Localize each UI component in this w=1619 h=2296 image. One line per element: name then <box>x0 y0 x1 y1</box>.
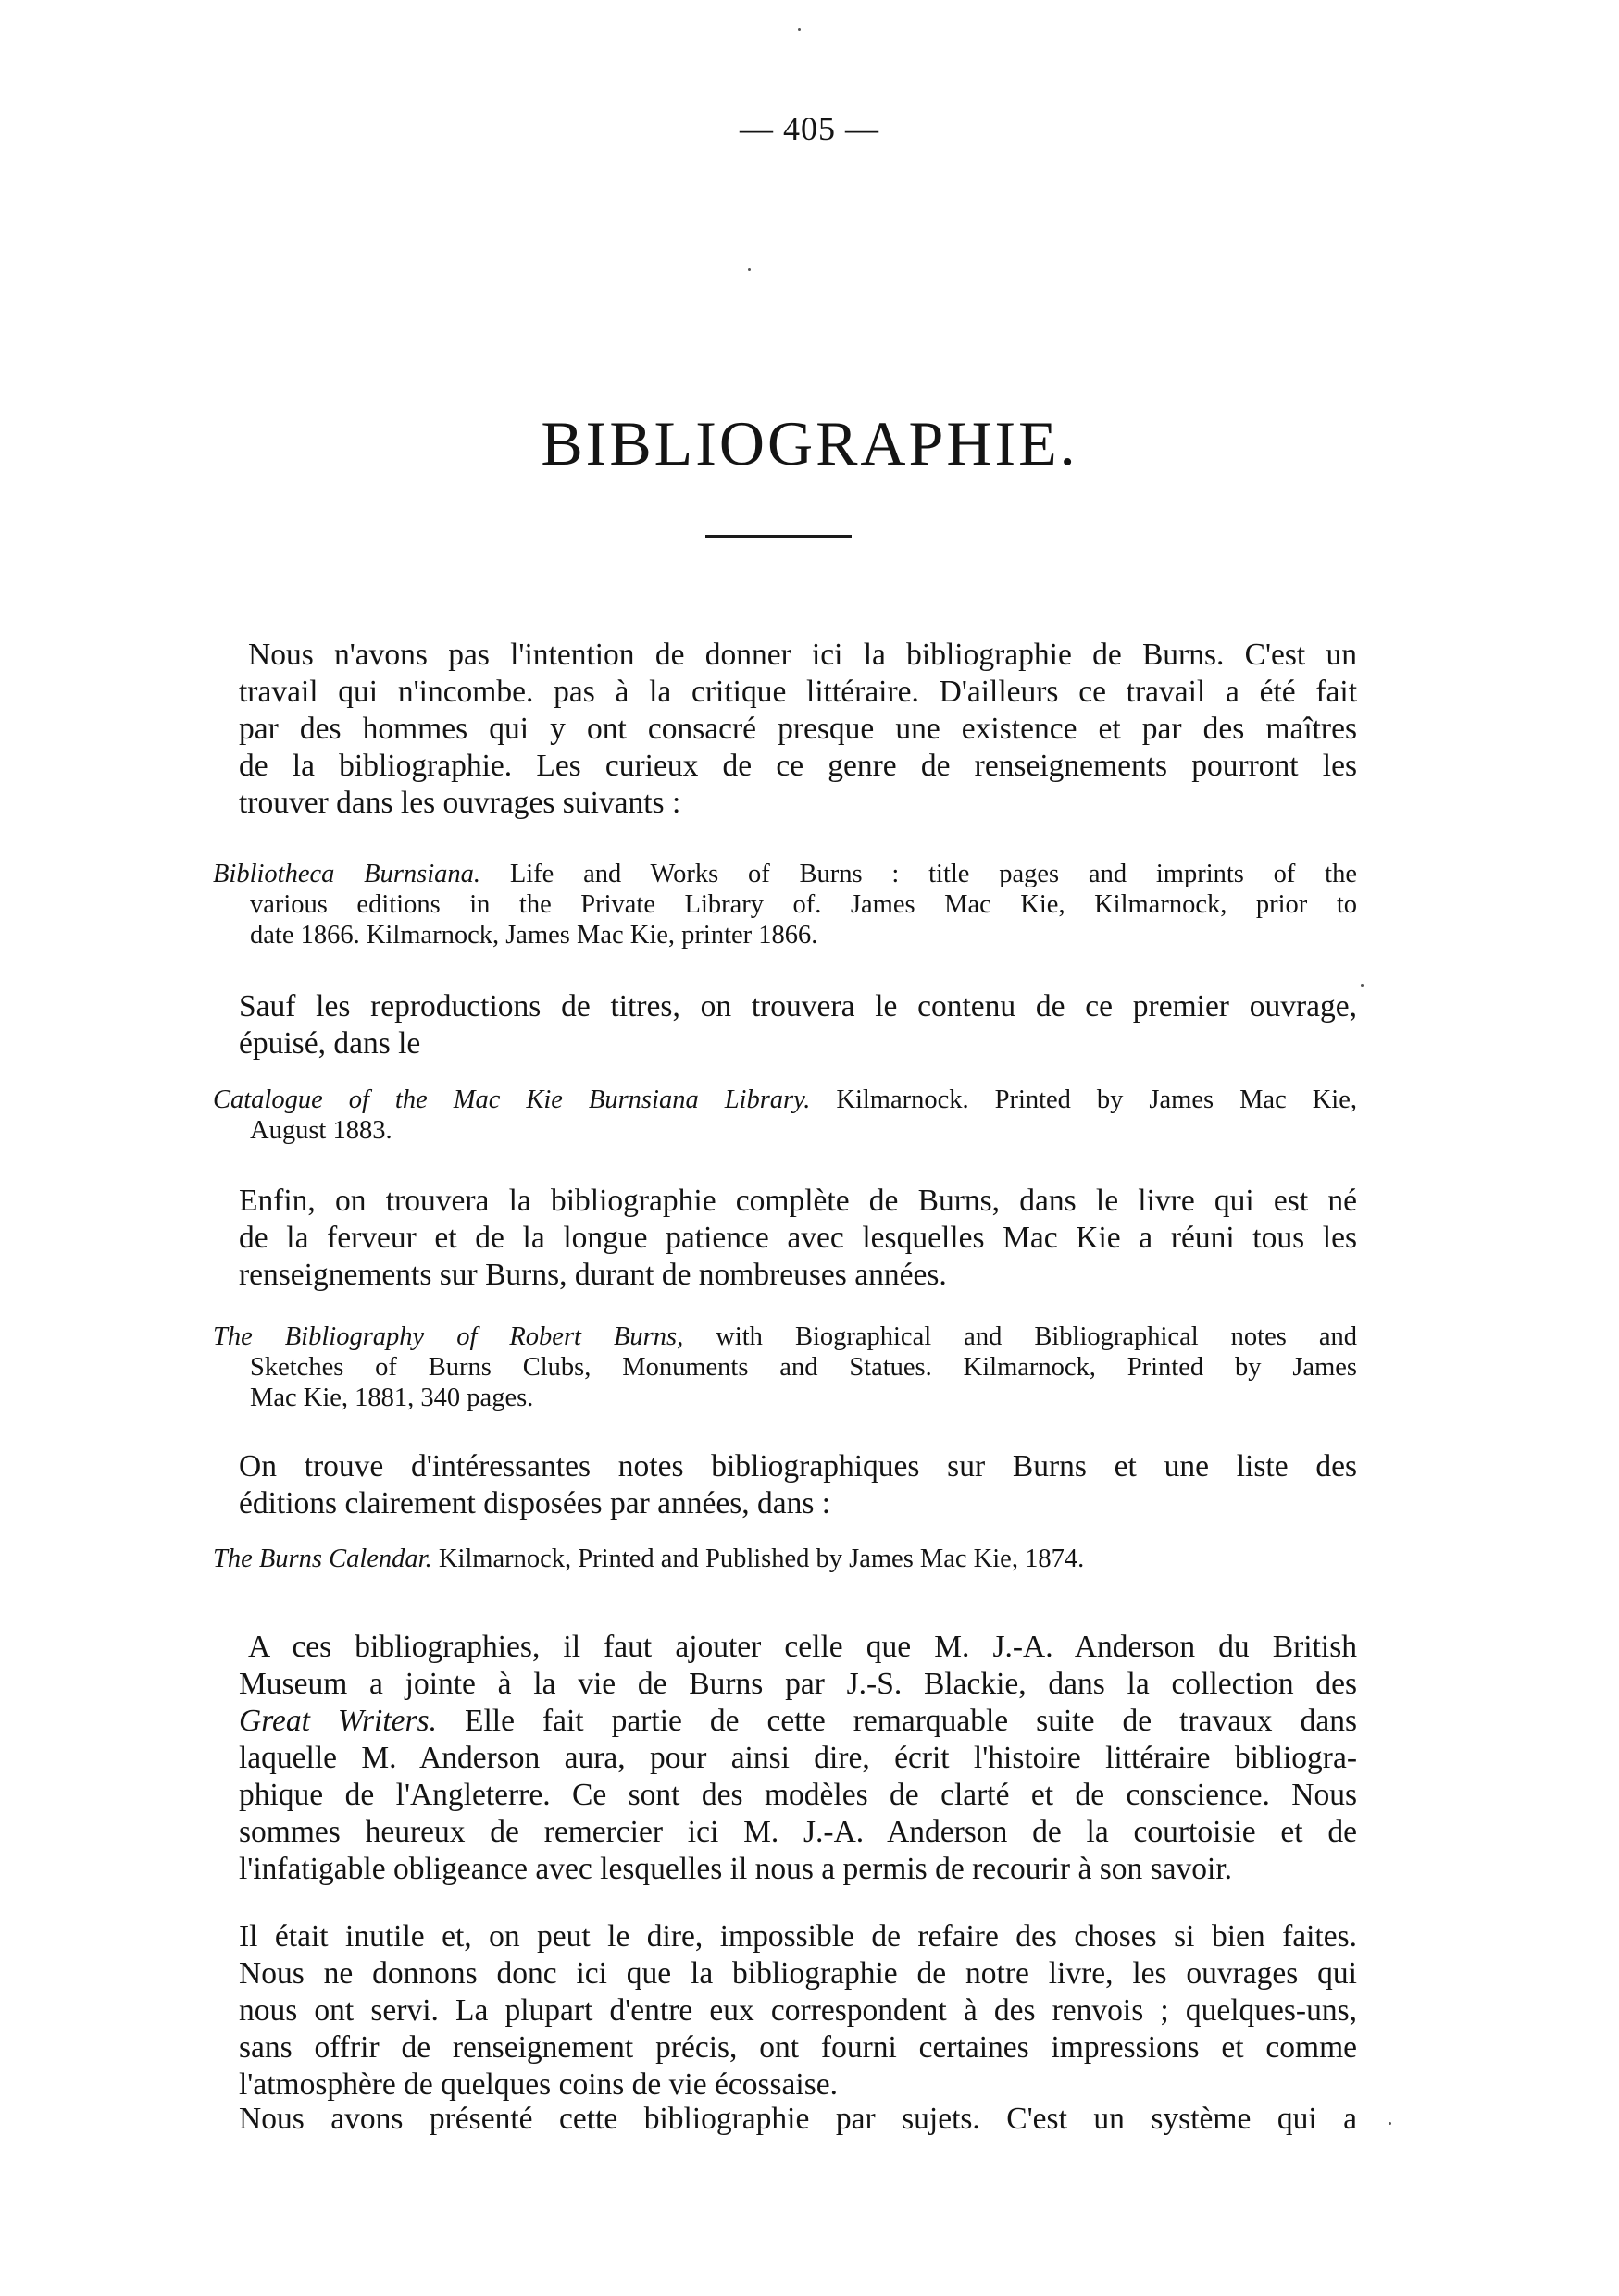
reference-mac-kie-catalogue <box>213 1085 1357 1146</box>
text-line: l'atmosphère de quelques coins de vie écossaise. <box>239 2067 838 2102</box>
paragraph-organization <box>239 2101 1357 2138</box>
reference-title: The Bibliography of Robert Burns, <box>213 1322 684 1351</box>
page-title: BIBLIOGRAPHIE. <box>541 408 1078 478</box>
text-line: travail qui n'incombe. pas à la critique littéraire. D'ailleurs ce travail a été fait <box>239 675 1357 709</box>
scan-speck <box>1361 984 1364 987</box>
reference-text: Life and Works of Burns : title pages and imprints of the <box>480 860 1358 888</box>
text-line: Nous ne donnons donc ici que la bibliographie de notre livre, les ouvrages qui <box>239 1956 1357 1991</box>
scan-speck <box>1389 2122 1391 2125</box>
text-line: l'infatigable obligeance avec lesquelles il nous a permis de recourir à son savoir. <box>239 1852 1233 1886</box>
text-line: Nous avons présenté cette bibliographie par sujets. C'est un système qui a <box>239 2102 1357 2136</box>
intro-paragraph <box>239 637 1357 822</box>
title-divider <box>705 535 852 538</box>
text-line: laquelle M. Anderson aura, pour ainsi dire, écrit l'histoire littéraire bibliogra- <box>239 1741 1357 1775</box>
reference-bibliography-robert-burns <box>213 1322 1357 1413</box>
text-line: Museum a jointe à la vie de Burns par J.-S. Blackie, dans la collection des <box>239 1667 1357 1701</box>
paragraph-scope <box>239 1918 1357 2104</box>
reference-text: various editions in the Private Library of. James Mac Kie, Kilmarnock, prior to <box>250 890 1357 919</box>
reference-text: date 1866. Kilmarnock, James Mac Kie, printer 1866. <box>250 921 818 949</box>
reference-text: Kilmarnock, Printed and Published by James Mac Kie, 1874. <box>431 1545 1085 1573</box>
text-line: sommes heureux de remercier ici M. J.-A. Anderson de la courtoisie et de <box>239 1815 1357 1849</box>
reference-title: Catalogue of the Mac Kie Burnsiana Library. <box>213 1086 811 1114</box>
paragraph-burns-calendar-intro <box>239 1448 1357 1522</box>
italic-title: Great Writers. <box>239 1704 437 1738</box>
text-line: A ces bibliographies, il faut ajouter celle que M. J.-A. Anderson du British <box>248 1630 1357 1664</box>
paragraph-catalogue-intro <box>239 988 1357 1062</box>
text-line: Enfin, on trouvera la bibliographie complète de Burns, dans le livre qui est né <box>239 1184 1357 1218</box>
scan-speck <box>798 28 801 31</box>
text-line: phique de l'Angleterre. Ce sont des modèles de clarté et de conscience. Nous <box>239 1778 1357 1812</box>
page-number: — 405 — <box>740 110 879 147</box>
reference-text: Mac Kie, 1881, 340 pages. <box>250 1384 534 1412</box>
text-line: par des hommes qui y ont consacré presque une existence et par des maîtres <box>239 712 1357 746</box>
paragraph-complete-bibliography <box>239 1183 1357 1294</box>
text-line: renseignements sur Burns, durant de nombreuses années. <box>239 1258 947 1292</box>
text-line: Elle fait partie de cette remarquable suite de travaux dans <box>436 1704 1357 1738</box>
text-line: Il était inutile et, on peut le dire, impossible de refaire des choses si bien faites. <box>239 1919 1357 1954</box>
text-line: sans offrir de renseignement précis, ont fourni certaines impressions et comme <box>239 2030 1357 2065</box>
text-line: épuisé, dans le <box>239 1026 421 1061</box>
text-line: trouver dans les ouvrages suivants : <box>239 786 681 820</box>
text-line: de la ferveur et de la longue patience avec lesquelles Mac Kie a réuni tous les <box>239 1221 1357 1255</box>
reference-bibliotheca-burnsiana <box>213 859 1357 950</box>
reference-text: with Biographical and Bibliographical notes and <box>683 1322 1357 1351</box>
reference-text: August 1883. <box>250 1116 392 1145</box>
reference-title: The Burns Calendar. <box>213 1545 432 1573</box>
text-line: de la bibliographie. Les curieux de ce genre de renseignements pourront les <box>239 749 1357 783</box>
reference-burns-calendar <box>213 1544 1357 1574</box>
text-line: Sauf les reproductions de titres, on trouvera le contenu de ce premier ouvrage, <box>239 989 1357 1024</box>
text-line: Nous n'avons pas l'intention de donner ici la bibliographie de Burns. C'est un <box>248 638 1357 672</box>
text-line: On trouve d'intéressantes notes bibliographiques sur Burns et une liste des <box>239 1449 1357 1483</box>
paragraph-anderson <box>239 1629 1357 1888</box>
text-line: éditions clairement disposées par années, dans : <box>239 1486 831 1520</box>
reference-title: Bibliotheca Burnsiana. <box>213 860 481 888</box>
reference-text: Sketches of Burns Clubs, Monuments and Statues. Kilmarnock, Printed by James <box>250 1353 1357 1382</box>
scan-speck <box>748 268 751 271</box>
text-line: nous ont servi. La plupart d'entre eux correspondent à des renvois ; quelques-uns, <box>239 1993 1357 2028</box>
reference-text: Kilmarnock. Printed by James Mac Kie, <box>810 1086 1357 1114</box>
